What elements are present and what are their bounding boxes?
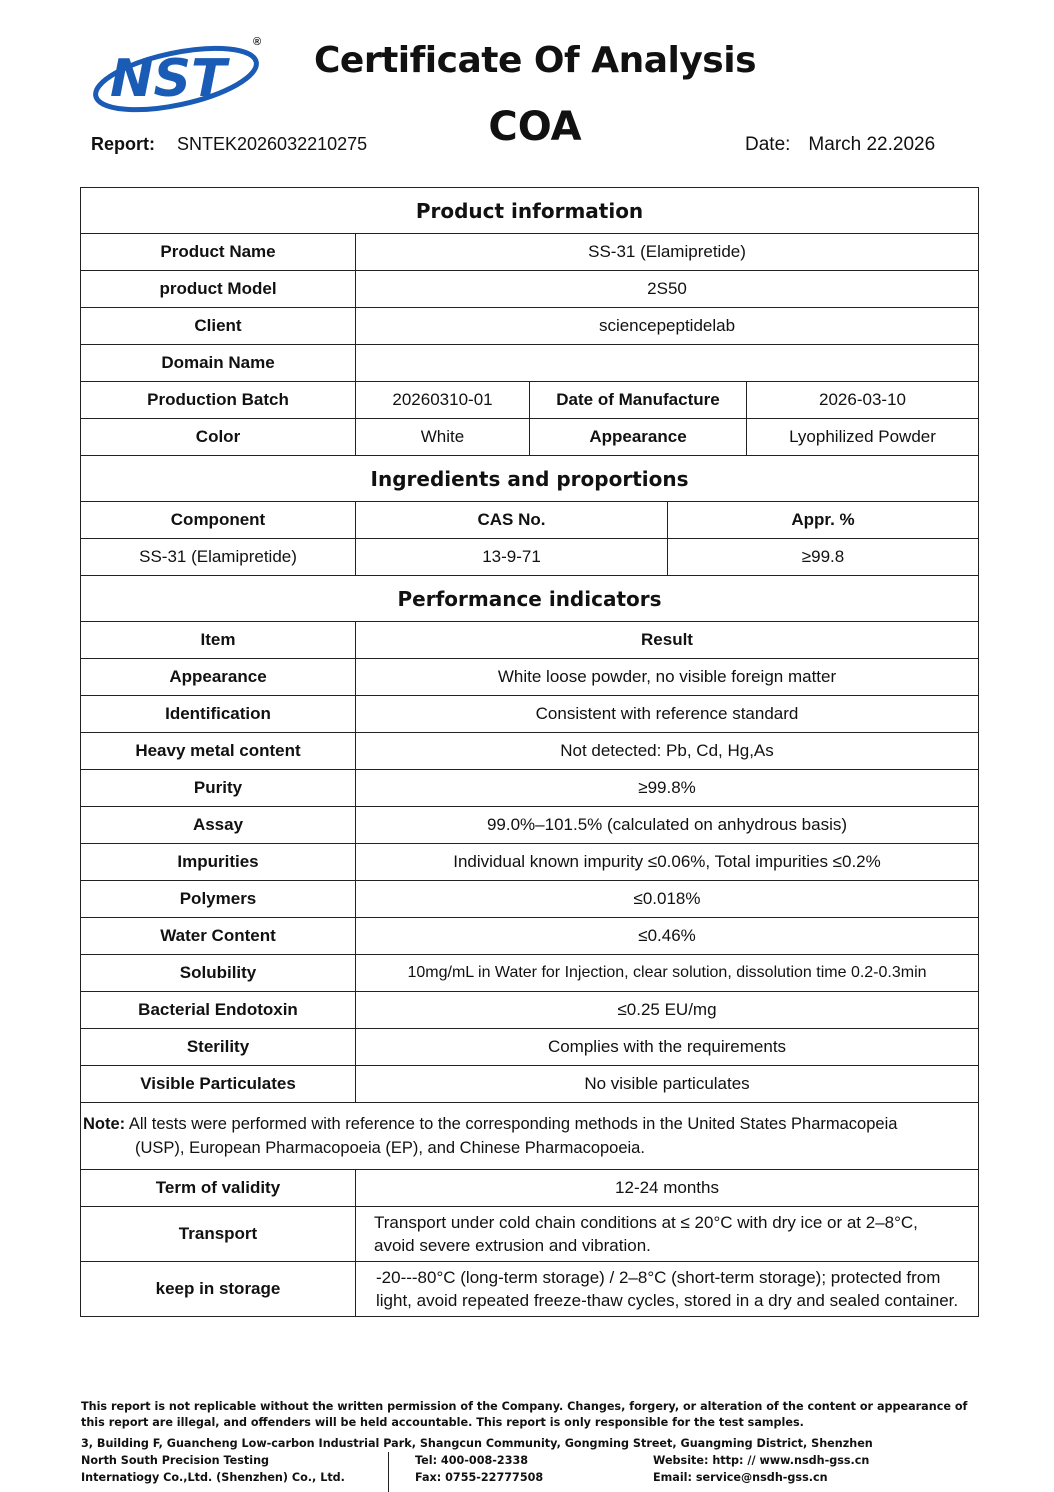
test-result: White loose powder, no visible foreign matter	[356, 659, 979, 696]
color-value: White	[356, 419, 530, 456]
table-row	[81, 1066, 979, 1103]
test-result: No visible particulates	[356, 1066, 979, 1103]
company-address: 3, Building F, Guancheng Low-carbon Industrial Park, Shangcun Community, Gongming Street, Guangming District, Shenzhen	[81, 1437, 873, 1450]
test-item: Purity	[81, 770, 356, 807]
test-item: Visible Particulates	[81, 1066, 356, 1103]
document-title: Certificate Of Analysis	[313, 40, 756, 81]
storage-label: keep in storage	[81, 1262, 356, 1317]
table-row	[81, 1029, 979, 1066]
report-number	[91, 134, 367, 155]
test-result: ≤0.25 EU/mg	[356, 992, 979, 1029]
report-date	[745, 134, 935, 156]
transport-label: Transport	[81, 1207, 356, 1262]
appearance-label: Appearance	[530, 419, 747, 456]
ingredients-header-percent: Appr. %	[668, 502, 979, 539]
footer-divider	[388, 1452, 389, 1492]
company-email: Email: service@nsdh-gss.cn	[653, 1471, 828, 1484]
date-label: Date:	[745, 134, 791, 155]
nst-logo	[88, 32, 268, 122]
product-model-label: product Model	[81, 271, 356, 308]
company-name-line-1: North South Precision Testing	[81, 1454, 270, 1467]
appearance-value: Lyophilized Powder	[747, 419, 979, 456]
test-item: Heavy metal content	[81, 733, 356, 770]
transport-line-2: avoid severe extrusion and vibration.	[374, 1236, 651, 1255]
table-row	[81, 807, 979, 844]
product-name-value: SS-31 (Elamipretide)	[356, 234, 979, 271]
svg-text:NST: NST	[110, 49, 227, 109]
test-result: ≥99.8%	[356, 770, 979, 807]
test-result: Not detected: Pb, Cd, Hg,As	[356, 733, 979, 770]
note-line-2: (USP), European Pharmacopoeia (EP), and Chinese Pharmacopoeia.	[135, 1139, 645, 1157]
transport-value	[356, 1207, 979, 1262]
client-value: sciencepeptidelab	[356, 308, 979, 345]
test-result: Consistent with reference standard	[356, 696, 979, 733]
company-website: Website: http: // www.nsdh-gss.cn	[653, 1454, 870, 1467]
validity-value: 12-24 months	[356, 1170, 979, 1207]
storage-value	[356, 1262, 979, 1317]
coa-table	[80, 187, 979, 1317]
color-label: Color	[81, 419, 356, 456]
manufacture-date-value: 2026-03-10	[747, 382, 979, 419]
production-batch-label: Production Batch	[81, 382, 356, 419]
table-row	[81, 918, 979, 955]
test-item: Impurities	[81, 844, 356, 881]
ingredient-component: SS-31 (Elamipretide)	[81, 539, 356, 576]
validity-label: Term of validity	[81, 1170, 356, 1207]
company-tel: Tel: 400-008-2338	[415, 1454, 529, 1467]
ingredient-cas: 13-9-71	[356, 539, 668, 576]
note-label: Note:	[83, 1115, 126, 1133]
footer	[81, 1399, 981, 1486]
disclaimer	[81, 1399, 975, 1431]
table-row	[81, 696, 979, 733]
registered-mark: ®	[253, 36, 262, 48]
transport-line-1: Transport under cold chain conditions at ≤ 20°C with dry ice or at 2–8°C,	[374, 1213, 918, 1232]
table-row	[81, 992, 979, 1029]
test-item: Identification	[81, 696, 356, 733]
report-label: Report:	[91, 134, 155, 154]
test-item: Polymers	[81, 881, 356, 918]
document-subtitle: COA	[488, 104, 582, 150]
table-row	[81, 881, 979, 918]
performance-header-item: Item	[81, 622, 356, 659]
storage-line-2: light, avoid repeated freeze-thaw cycles, stored in a dry and sealed container.	[376, 1291, 959, 1310]
domain-name-label: Domain Name	[81, 345, 356, 382]
client-label: Client	[81, 308, 356, 345]
test-result: Individual known impurity ≤0.06%, Total impurities ≤0.2%	[356, 844, 979, 881]
table-row	[81, 659, 979, 696]
ingredient-percent: ≥99.8	[668, 539, 979, 576]
section-performance: Performance indicators	[81, 576, 979, 622]
note	[81, 1103, 979, 1170]
table-row	[81, 844, 979, 881]
domain-name-value	[356, 345, 979, 382]
table-row	[81, 955, 979, 992]
table-row	[81, 733, 979, 770]
product-model-value: 2S50	[356, 271, 979, 308]
test-result: ≤0.46%	[356, 918, 979, 955]
storage-line-1: -20---80°C (long-term storage) / 2–8°C (short-term storage); protected from	[376, 1268, 941, 1287]
note-line-1: All tests were performed with reference to the corresponding methods in the United States Pharmacopeia	[128, 1115, 898, 1133]
company-name-line-2: Internatiogy Co.,Ltd. (Shenzhen) Co., Ltd.	[81, 1471, 345, 1484]
test-result: Complies with the requirements	[356, 1029, 979, 1066]
performance-header-result: Result	[356, 622, 979, 659]
company-fax: Fax: 0755-22777508	[415, 1471, 544, 1484]
production-batch-value: 20260310-01	[356, 382, 530, 419]
disclaimer-line-2: this report are illegal, and offenders will be held accountable. This report is only responsible for the test samples.	[81, 1416, 804, 1429]
test-result: 10mg/mL in Water for Injection, clear solution, dissolution time 0.2-0.3min	[356, 955, 979, 992]
ingredients-header-cas: CAS No.	[356, 502, 668, 539]
test-result: 99.0%–101.5% (calculated on anhydrous basis)	[356, 807, 979, 844]
test-result: ≤0.018%	[356, 881, 979, 918]
test-item: Sterility	[81, 1029, 356, 1066]
disclaimer-line-1: This report is not replicable without the written permission of the Company. Changes, forgery, or alteration of the content or appearance of	[81, 1400, 968, 1413]
product-name-label: Product Name	[81, 234, 356, 271]
report-value: SNTEK2026032210275	[177, 134, 368, 154]
ingredients-header-component: Component	[81, 502, 356, 539]
section-ingredients: Ingredients and proportions	[81, 456, 979, 502]
test-item: Bacterial Endotoxin	[81, 992, 356, 1029]
section-product-information: Product information	[81, 188, 979, 234]
test-item: Solubility	[81, 955, 356, 992]
table-row	[81, 770, 979, 807]
manufacture-date-label: Date of Manufacture	[530, 382, 747, 419]
test-item: Assay	[81, 807, 356, 844]
date-value: March 22.2026	[808, 134, 936, 155]
test-item: Water Content	[81, 918, 356, 955]
test-item: Appearance	[81, 659, 356, 696]
